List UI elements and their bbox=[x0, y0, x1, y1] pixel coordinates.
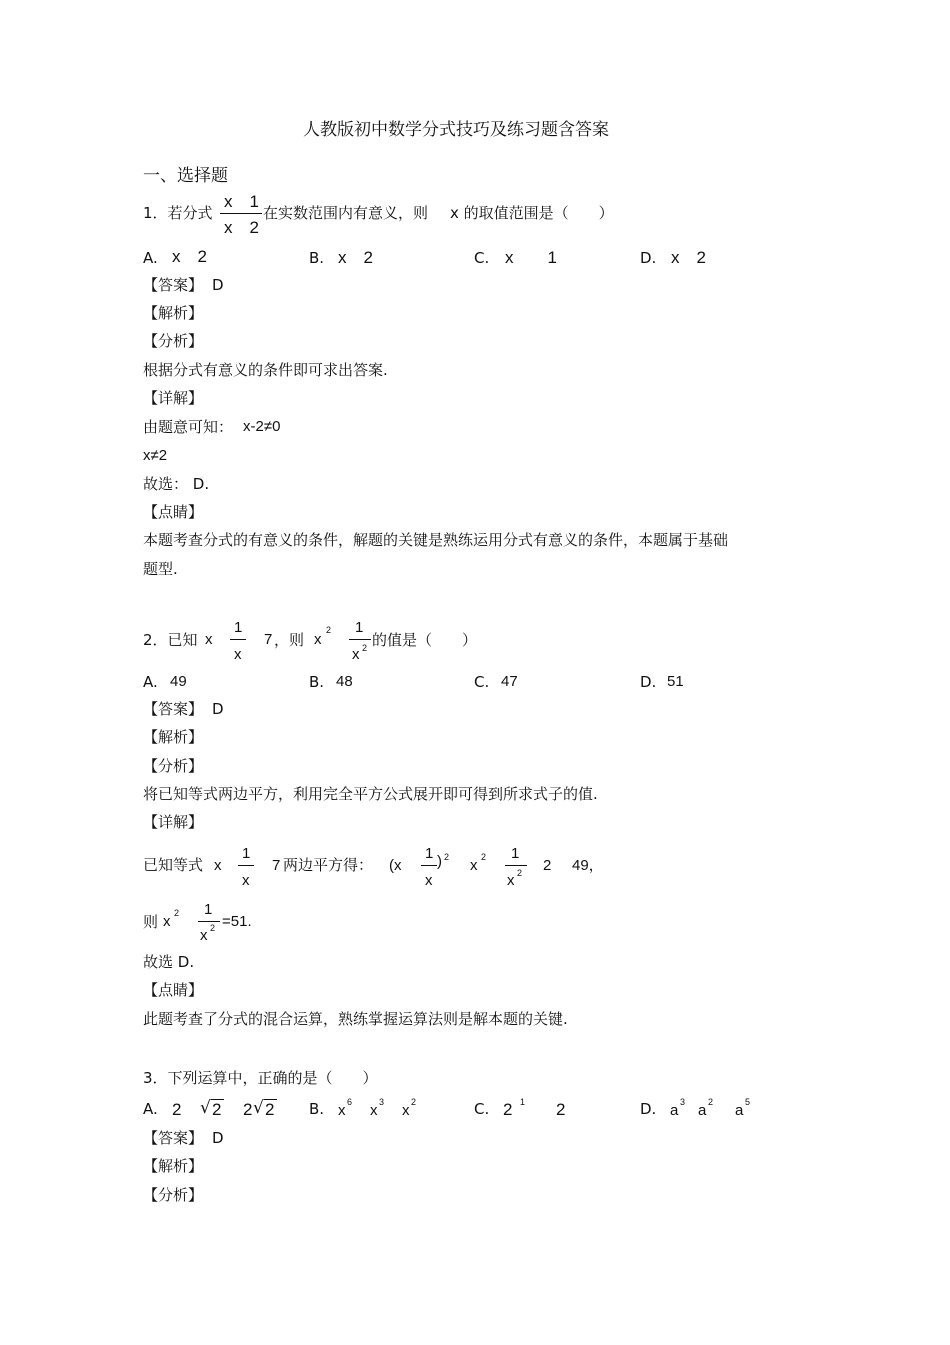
q2-detail-result: 49， bbox=[572, 857, 604, 874]
q1-number: 1．若分式 bbox=[143, 204, 213, 222]
q1-option-c-letter: C. bbox=[474, 249, 490, 267]
q2-detail-frac2-bar bbox=[505, 865, 527, 866]
q2-detail-paren-frac-den: x bbox=[425, 872, 433, 889]
q1-detail-line2: x≠2 bbox=[143, 447, 168, 464]
q2-then-x2: x bbox=[163, 913, 171, 930]
q2-frac2-bar bbox=[349, 639, 371, 640]
q2-option-c: 47 bbox=[501, 673, 518, 690]
q1-option-c: x 1 bbox=[505, 248, 557, 267]
page-title: 人教版初中数学分式技巧及练习题含答案 bbox=[303, 120, 609, 140]
q3-fenxi-label: 【分析】 bbox=[143, 1186, 204, 1204]
q2-option-b: 48 bbox=[336, 673, 353, 690]
q2-answer-value: D bbox=[212, 700, 224, 718]
q2-stem-x: x bbox=[205, 631, 213, 648]
q3-option-c-base: 2 bbox=[503, 1100, 513, 1119]
q3-option-d-letter: D. bbox=[640, 1100, 657, 1118]
q3-option-b-x1: x bbox=[338, 1102, 346, 1119]
q2-option-b-letter: B. bbox=[309, 673, 325, 691]
q2-detail-x: x bbox=[214, 857, 222, 874]
q1-fraction-bar bbox=[220, 213, 262, 214]
q3-option-a-radicand2: 2 bbox=[265, 1100, 275, 1119]
q2-detail-frac-bar bbox=[238, 865, 254, 866]
q2-option-a-letter: A. bbox=[143, 673, 158, 691]
q3-option-a-coef: 2 bbox=[243, 1100, 253, 1119]
q3-option-a-letter: A. bbox=[143, 1100, 158, 1118]
q2-detail-frac-num: 1 bbox=[242, 845, 251, 862]
q2-fenxi-text: 将已知等式两边平方，利用完全平方公式展开即可得到所求式子的值. bbox=[143, 785, 598, 803]
q2-option-d-letter: D. bbox=[640, 673, 657, 691]
q1-fraction-denominator: x 2 bbox=[224, 218, 259, 237]
q1-detail-line1-prefix: 由题意可知： bbox=[143, 418, 234, 436]
q3-analysis-label: 【解析】 bbox=[143, 1157, 204, 1175]
q1-stem-tail: x 的取值范围是（ ） bbox=[450, 204, 614, 222]
q2-frac2-num: 1 bbox=[355, 619, 364, 636]
q2-detail-label: 【详解】 bbox=[143, 813, 204, 831]
q2-stem-tail: 的值是（ ） bbox=[372, 631, 478, 649]
q3-answer-value: D bbox=[212, 1129, 224, 1147]
q2-detail-frac2-num: 1 bbox=[511, 845, 520, 862]
q1-option-d-letter: D. bbox=[640, 249, 657, 267]
q2-detail-paren-frac-num: 1 bbox=[425, 845, 434, 862]
q1-fenxi-text: 根据分式有意义的条件即可求出答案. bbox=[143, 361, 388, 379]
q2-review-label: 【点睛】 bbox=[143, 981, 204, 999]
q3-option-d-a1: a bbox=[670, 1102, 679, 1119]
q2-detail-rparen: ) bbox=[437, 853, 442, 870]
q3-option-b-letter: B. bbox=[309, 1100, 325, 1118]
q2-detail-prefix: 已知等式 bbox=[143, 856, 204, 874]
q2-seven: 7 bbox=[264, 631, 273, 648]
q2-detail-frac2-den: x bbox=[507, 872, 515, 889]
q1-detail-label: 【详解】 bbox=[143, 389, 204, 407]
q2-then-label: 则 bbox=[143, 913, 159, 931]
q1-review-line2: 题型. bbox=[143, 560, 178, 578]
q3-option-a-radicand: 2 bbox=[212, 1100, 222, 1119]
q3-option-c-exp: 1 bbox=[520, 1097, 526, 1107]
q1-review-line1: 本题考查分式的有意义的条件，解题的关键是熟练运用分式有意义的条件，本题属于基础 bbox=[143, 531, 729, 549]
q3-option-b-e2: 2 bbox=[411, 1097, 417, 1107]
q3-option-d-a3: a bbox=[735, 1102, 744, 1119]
q3-option-d-e2: 2 bbox=[708, 1097, 714, 1107]
q3-option-d-a2: a bbox=[698, 1102, 707, 1119]
q3-option-c-letter: C. bbox=[474, 1100, 490, 1118]
q2-answer-label: 【答案】 bbox=[143, 700, 204, 718]
q2-then-frac-den: x bbox=[200, 927, 208, 944]
q2-detail-two: 2 bbox=[543, 857, 552, 874]
q2-then-frac-num: 1 bbox=[204, 901, 213, 918]
q1-answer-label: 【答案】 bbox=[143, 276, 204, 294]
q2-detail-lparen: (x bbox=[389, 857, 402, 874]
q1-option-a-letter: A. bbox=[143, 249, 158, 267]
q2-analysis-label: 【解析】 bbox=[143, 728, 204, 746]
q1-answer-value: D bbox=[212, 276, 224, 294]
q1-analysis-label: 【解析】 bbox=[143, 304, 204, 322]
q1-fenxi-label: 【分析】 bbox=[143, 332, 204, 350]
q3-option-a-sqrt-icon: √ bbox=[200, 1098, 211, 1118]
q2-detail-x2: x bbox=[470, 857, 478, 874]
q2-fenxi-label: 【分析】 bbox=[143, 757, 204, 775]
q3-option-d-e3: 3 bbox=[680, 1097, 686, 1107]
q3-number: 3．下列运算中，正确的是（ ） bbox=[143, 1069, 378, 1087]
q1-option-b: x 2 bbox=[338, 248, 373, 267]
q2-then-result: =51. bbox=[222, 913, 252, 930]
q2-detail-frac-den: x bbox=[242, 872, 250, 889]
q2-detail-seven: 7 bbox=[272, 857, 281, 874]
q1-option-a: x 2 bbox=[172, 247, 207, 266]
q2-choose: 故选 D. bbox=[143, 953, 195, 971]
q2-detail-paren-frac-bar bbox=[421, 865, 437, 866]
q1-fraction-numerator: x 1 bbox=[224, 192, 259, 211]
q1-choose: 故选： D. bbox=[143, 475, 210, 493]
q3-option-b-x3: x bbox=[402, 1102, 410, 1119]
q1-detail-line1-expr: x-2≠0 bbox=[243, 418, 281, 435]
q3-answer-label: 【答案】 bbox=[143, 1129, 204, 1147]
q3-option-c-result: 2 bbox=[556, 1100, 566, 1119]
q2-review-text: 此题考查了分式的混合运算，熟练掌握运算法则是解本题的关键. bbox=[143, 1010, 568, 1028]
q3-option-d-e5: 5 bbox=[745, 1097, 751, 1107]
q3-option-b-e6: 6 bbox=[347, 1097, 353, 1107]
q3-option-b-e3: 3 bbox=[379, 1097, 385, 1107]
q1-review-label: 【点睛】 bbox=[143, 503, 204, 521]
q2-then-frac-bar bbox=[198, 921, 220, 922]
q1-option-b-letter: B. bbox=[309, 249, 325, 267]
q2-number: 2．已知 bbox=[143, 631, 198, 649]
q2-detail-frac2-den-exp: 2 bbox=[517, 868, 523, 878]
q2-x2-exp: 2 bbox=[326, 625, 332, 635]
q2-frac-bar bbox=[230, 639, 246, 640]
q2-then-frac-den-exp: 2 bbox=[210, 923, 216, 933]
q2-option-a: 49 bbox=[170, 673, 187, 690]
q2-frac2-den: x bbox=[352, 646, 360, 663]
q2-frac-den: x bbox=[234, 646, 242, 663]
section-heading: 一、选择题 bbox=[143, 166, 228, 186]
q3-option-a-two: 2 bbox=[172, 1100, 182, 1119]
q2-x2: x bbox=[314, 631, 322, 648]
q2-then-x2-exp: 2 bbox=[174, 908, 180, 918]
q3-option-a-sqrt2-icon: √ bbox=[253, 1098, 264, 1118]
q2-option-c-letter: C. bbox=[474, 673, 490, 691]
q2-detail-mid: 两边平方得： bbox=[283, 856, 374, 874]
q2-detail-x2-exp: 2 bbox=[481, 852, 487, 862]
q2-option-d: 51 bbox=[667, 673, 684, 690]
q1-stem: 在实数范围内有意义，则 bbox=[263, 204, 429, 222]
q2-frac-num: 1 bbox=[234, 619, 243, 636]
q3-option-b-x2: x bbox=[370, 1102, 378, 1119]
q1-option-d: x 2 bbox=[671, 248, 706, 267]
q2-then: ，则 bbox=[274, 631, 305, 649]
q2-frac2-den-exp: 2 bbox=[362, 643, 368, 653]
q2-detail-paren-exp: 2 bbox=[444, 852, 450, 862]
